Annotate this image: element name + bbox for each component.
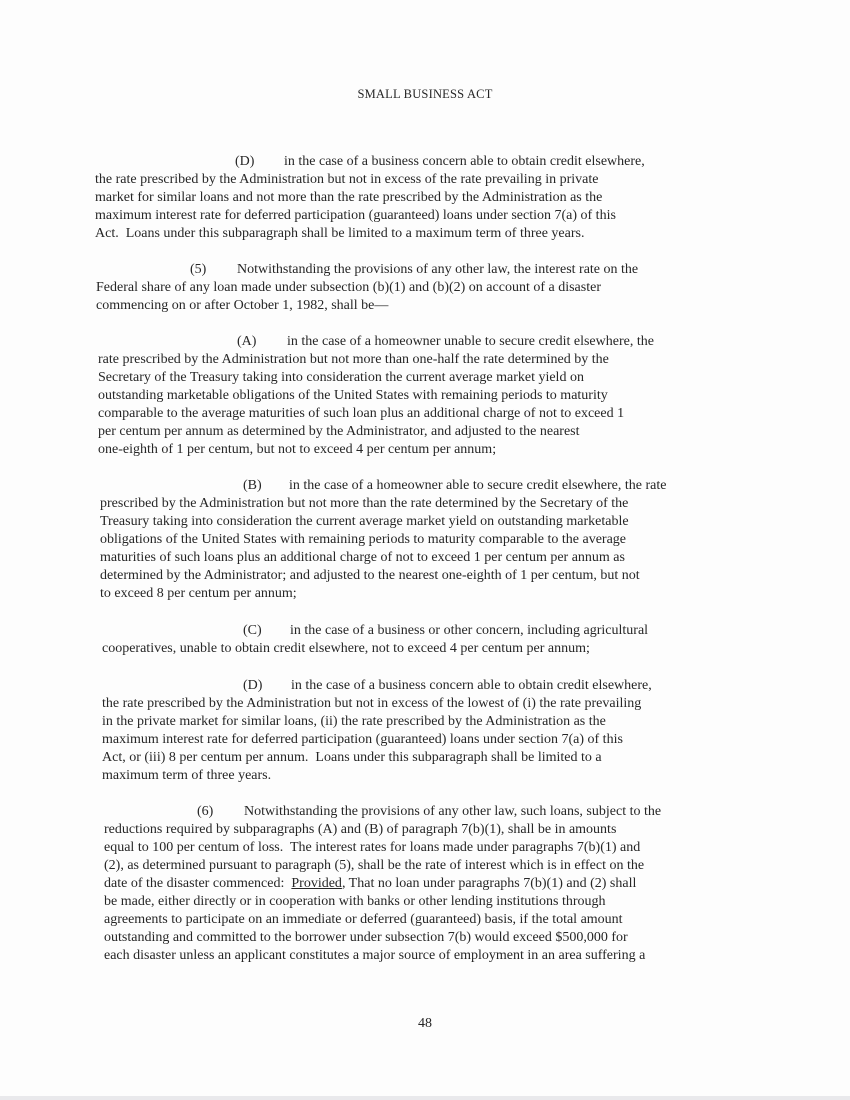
line-text: market for similar loans and not more than the rate prescribed by the Administration as the xyxy=(95,190,603,205)
line-text: maximum term of three years. xyxy=(102,768,272,783)
text-line xyxy=(104,875,645,893)
line-text: to exceed 8 per centum per annum; xyxy=(100,586,297,601)
line-text: commencing on or after October 1, 1982, shall be— xyxy=(96,298,389,313)
paragraph-6 xyxy=(104,803,662,965)
paragraph-4-d xyxy=(95,153,645,243)
paragraph-5-c xyxy=(102,622,649,658)
text-line xyxy=(98,405,624,423)
line-text: Act, or (iii) 8 per centum per annum. Loans under this subparagraph shall be limited to a xyxy=(102,750,602,765)
line-text: Notwithstanding the provisions of any other law, the interest rate on the xyxy=(237,262,639,277)
text-line xyxy=(95,207,616,225)
line-text: maximum interest rate for deferred participation (guaranteed) loans under section 7(a) of this xyxy=(95,208,616,223)
line-text: equal to 100 per centum of loss. The interest rates for loans made under paragraphs 7(b)(1) and xyxy=(104,840,641,855)
text-line xyxy=(100,585,640,603)
paragraph-label: (D) xyxy=(235,154,255,169)
text-line xyxy=(95,189,616,207)
text-line xyxy=(102,677,652,695)
text-line xyxy=(102,640,590,658)
paragraph-label: (6) xyxy=(197,804,214,819)
paragraph-label: (D) xyxy=(243,678,263,693)
paragraph-label: (B) xyxy=(243,478,262,493)
line-text: cooperatives, unable to obtain credit elsewhere, not to exceed 4 per centum per annum; xyxy=(102,641,590,656)
paragraph-label: (A) xyxy=(237,334,257,349)
line-text: Act. Loans under this subparagraph shall be limited to a maximum term of three years. xyxy=(95,226,585,241)
line-text: one-eighth of 1 per centum, but not to exceed 4 per centum per annum; xyxy=(98,442,497,457)
paragraph-5-d xyxy=(102,677,652,785)
text-line xyxy=(100,531,640,549)
text-line xyxy=(104,857,645,875)
text-line xyxy=(104,929,645,947)
running-header: SMALL BUSINESS ACT xyxy=(357,87,493,101)
text-line xyxy=(98,387,624,405)
scan-edge xyxy=(0,1096,850,1100)
line-text: in the case of a homeowner unable to secure credit elsewhere, the xyxy=(287,334,654,349)
paragraph-5-b xyxy=(100,477,667,603)
line-text: in the private market for similar loans, (ii) the rate prescribed by the Administration as the xyxy=(102,714,606,729)
text-line xyxy=(96,261,639,279)
paragraph-5-a xyxy=(98,333,654,459)
line-text: per centum per annum as determined by the Administrator, and adjusted to the nearest xyxy=(98,424,580,439)
paragraph-5 xyxy=(96,261,639,315)
line-text: obligations of the United States with remaining periods to maturity comparable to the average xyxy=(100,532,627,547)
line-text: in the case of a business or other concern, including agricultural xyxy=(290,623,649,638)
text-line xyxy=(100,477,667,495)
line-text: agreements to participate on an immediate or deferred (guaranteed) basis, if the total amount xyxy=(104,912,623,927)
line-text: each disaster unless an applicant constitutes a major source of employment in an area suffering a xyxy=(104,948,646,963)
text-line xyxy=(104,821,645,839)
text-line xyxy=(96,279,601,297)
text-line xyxy=(100,549,640,567)
line-text: prescribed by the Administration but not more than the rate determined by the Secretary of the xyxy=(100,496,629,511)
line-text: (2), as determined pursuant to paragraph (5), shall be the rate of interest which is in effect on the xyxy=(104,858,645,873)
line-text: Secretary of the Treasury taking into consideration the current average market yield on xyxy=(98,370,584,385)
text-line xyxy=(95,153,645,171)
line-text: comparable to the average maturities of such loan plus an additional charge of not to exceed 1 xyxy=(98,406,625,421)
line-text: be made, either directly or in cooperation with banks or other lending institutions through xyxy=(104,894,606,909)
text-line xyxy=(104,947,645,965)
line-text: outstanding and committed to the borrower under subsection 7(b) would exceed $500,000 for xyxy=(104,930,628,945)
line-text: Notwithstanding the provisions of any other law, such loans, subject to the xyxy=(244,804,662,819)
text-line xyxy=(96,297,601,315)
text-line xyxy=(102,749,641,767)
line-text: Treasury taking into consideration the current average market yield on outstanding marketable xyxy=(100,514,629,529)
text-line xyxy=(104,803,662,821)
text-line xyxy=(102,731,641,749)
line-text: in the case of a business concern able to obtain credit elsewhere, xyxy=(291,678,652,693)
line-text: in the case of a homeowner able to secure credit elsewhere, the rate xyxy=(289,478,667,493)
line-text: maximum interest rate for deferred participation (guaranteed) loans under section 7(a) of this xyxy=(102,732,623,747)
page-number: 48 xyxy=(418,1016,432,1031)
line-text: outstanding marketable obligations of the United States with remaining periods to maturity xyxy=(98,388,608,403)
text-line xyxy=(104,911,645,929)
line-text: in the case of a business concern able to obtain credit elsewhere, xyxy=(284,154,645,169)
line-text: reductions required by subparagraphs (A) and (B) of paragraph 7(b)(1), shall be in amounts xyxy=(104,822,617,837)
line-text: maturities of such loans plus an additional charge of not to exceed 1 per centum per annum as xyxy=(100,550,625,565)
text-line xyxy=(95,225,616,243)
text-line xyxy=(102,695,641,713)
text-line xyxy=(104,839,645,857)
text-segment: , That no loan under paragraphs 7(b)(1) and (2) shall xyxy=(341,876,637,891)
text-line xyxy=(98,333,654,351)
text-line xyxy=(102,622,649,640)
line-text: rate prescribed by the Administration but not more than one-half the rate determined by the xyxy=(98,352,609,367)
line-text: determined by the Administrator; and adjusted to the nearest one-eighth of 1 per centum, but not xyxy=(100,568,640,583)
text-segment: date of the disaster commenced: xyxy=(104,876,292,891)
emphasis-provided: Provided xyxy=(291,876,342,891)
paragraph-label: (5) xyxy=(190,262,207,277)
paragraph-label: (C) xyxy=(243,623,262,638)
text-line xyxy=(98,423,624,441)
text-line xyxy=(104,893,645,911)
text-line xyxy=(98,441,624,459)
text-line xyxy=(98,351,624,369)
text-line xyxy=(100,495,640,513)
text-line xyxy=(102,767,641,785)
text-line xyxy=(102,713,641,731)
text-line xyxy=(100,567,640,585)
text-line xyxy=(95,171,616,189)
text-line xyxy=(100,513,640,531)
line-text: the rate prescribed by the Administration but not in excess of the rate prevailing in private xyxy=(95,172,599,187)
line-text: Federal share of any loan made under subsection (b)(1) and (b)(2) on account of a disaster xyxy=(96,280,601,295)
text-line xyxy=(98,369,624,387)
line-text: the rate prescribed by the Administration but not in excess of the lowest of (i) the rate prevailing xyxy=(102,696,642,711)
